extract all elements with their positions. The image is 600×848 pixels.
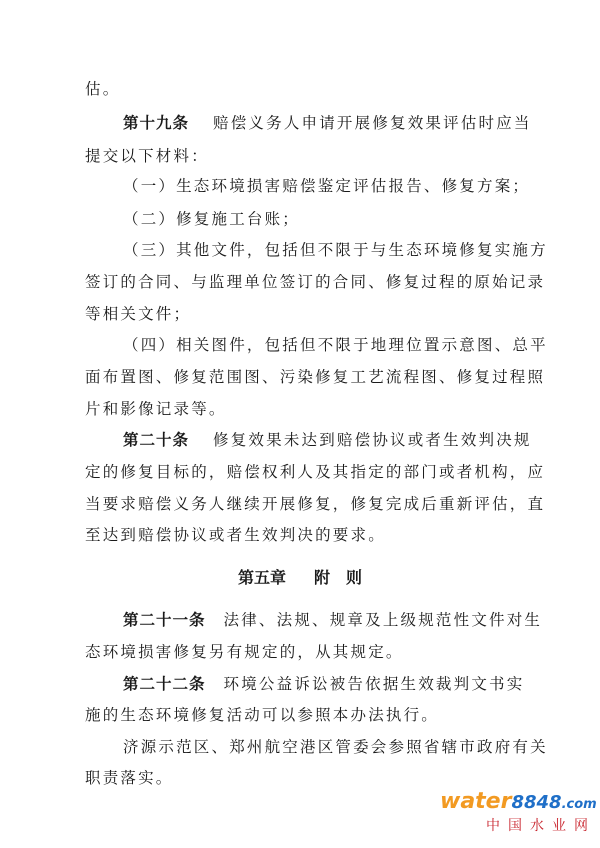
list-item: （四）相关图件，包括但不限于地理位置示意图、总平 (123, 336, 548, 354)
text-line: 态环境损害修复另有规定的，从其规定。 (85, 643, 404, 661)
text-line: 定的修复目标的，赔偿权利人及其指定的部门或者机构，应 (85, 463, 546, 481)
text-line: 济源示范区、郑州航空港区管委会参照省辖市政府有关 (123, 738, 548, 756)
watermark-logo: water8848.com (440, 789, 597, 814)
text-line: 片和影像记录等。 (85, 400, 227, 418)
article-20-heading (123, 430, 532, 450)
article-21-heading (123, 610, 543, 630)
watermark-cn: 中国水业网 (486, 818, 596, 834)
article-number: 第二十一条 (123, 611, 206, 629)
chapter-name: 附 则 (314, 568, 363, 587)
chapter-number: 第五章 (237, 568, 286, 587)
text-line: 等相关文件； (85, 305, 192, 323)
article-number: 第二十二条 (123, 675, 206, 693)
article-22-heading (123, 674, 525, 694)
list-item: （二）修复施工台账； (123, 210, 301, 228)
article-number: 第十九条 (123, 114, 190, 132)
text-line: 签订的合同、与监理单位签订的合同、修复过程的原始记录 (85, 273, 546, 291)
article-text: 法律、法规、规章及上级规范性文件对生 (223, 611, 543, 629)
text-line: 职责落实。 (85, 769, 174, 787)
list-item: （一）生态环境损害赔偿鉴定评估报告、修复方案； (123, 177, 531, 195)
article-text: 赔偿义务人申请开展修复效果评估时应当 (213, 114, 532, 132)
text-line: 当要求赔偿义务人继续开展修复，修复完成后重新评估，直 (85, 495, 546, 513)
article-text: 修复效果未达到赔偿协议或者生效判决规 (213, 431, 532, 449)
chapter-title (0, 568, 600, 588)
list-item: （三）其他文件，包括但不限于与生态环境修复实施方 (123, 241, 548, 259)
text-line: 施的生态环境修复活动可以参照本办法执行。 (85, 706, 440, 724)
text-line: 估。 (85, 80, 121, 98)
text-line: 提交以下材料： (85, 147, 209, 165)
site-watermark (440, 789, 597, 840)
article-19-heading (123, 113, 532, 133)
text-line: 面布置图、修复范围图、污染修复工艺流程图、修复过程照 (85, 368, 546, 386)
article-text: 环境公益诉讼被告依据生效裁判文书实 (223, 675, 525, 693)
article-number: 第二十条 (123, 431, 190, 449)
text-line: 至达到赔偿协议或者生效判决的要求。 (85, 526, 386, 544)
